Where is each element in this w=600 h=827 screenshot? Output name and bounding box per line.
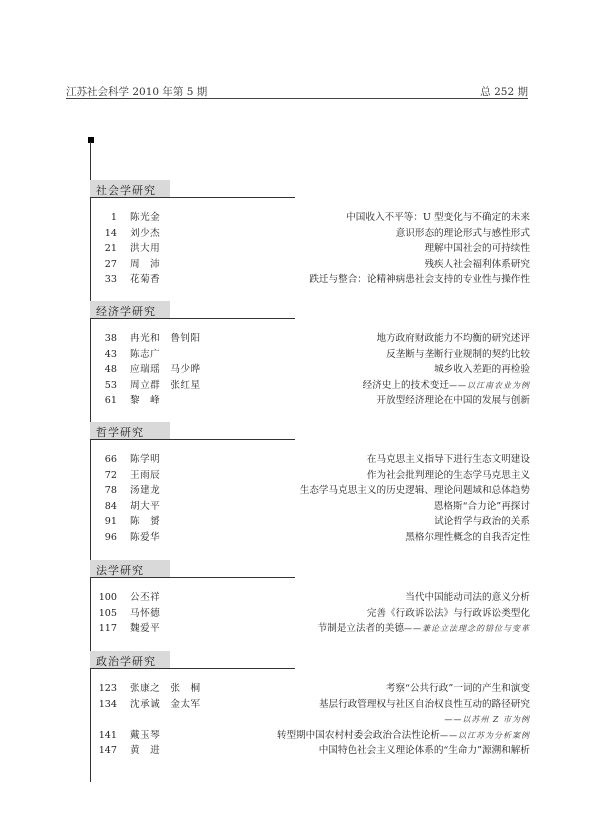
section-header	[90, 301, 530, 319]
article-title	[424, 241, 530, 257]
article-title-text: 试论哲学与政治的关系	[434, 516, 530, 527]
article-title	[405, 530, 530, 546]
article-title	[405, 590, 530, 606]
article-subtitle: ——以江南农业为例	[449, 380, 530, 390]
toc-entry[interactable]	[90, 331, 530, 347]
toc-entry[interactable]	[90, 483, 530, 499]
article-title	[434, 514, 530, 530]
article-authors: 胡大平	[130, 500, 161, 512]
toc-entry[interactable]	[90, 210, 530, 226]
toc-entry[interactable]	[90, 241, 530, 257]
article-title-text: 生态学马克思主义的历史逻辑、理论问题域和总体趋势	[299, 485, 530, 496]
section-header	[90, 422, 530, 440]
article-title	[318, 621, 530, 637]
article-authors: 张康之 张 桐	[130, 683, 201, 694]
article-title-text: 反垄断与垄断行业规制的契约比较	[386, 348, 530, 360]
article-title	[396, 226, 530, 242]
toc-entry[interactable]	[90, 226, 530, 242]
article-title-text: 当代中国能动司法的意义分析	[405, 592, 530, 603]
article-title	[309, 272, 530, 288]
page-number: 96	[104, 531, 117, 543]
section-title: 经济学研究	[96, 305, 156, 318]
article-authors: 沈承诚 金太军	[130, 698, 201, 710]
toc-entry[interactable]	[90, 697, 530, 713]
toc-entry[interactable]	[90, 452, 530, 468]
article-authors: 黎 峰	[130, 395, 161, 406]
article-title-text: 城乡收入差距的再检验	[434, 364, 530, 375]
page-number: 100	[98, 592, 117, 603]
section-rule	[90, 577, 295, 578]
article-title-text: 在马克思主义指导下进行生态文明建设	[366, 454, 530, 465]
page-number: 117	[98, 623, 117, 634]
section-rule	[90, 439, 295, 440]
article-title	[346, 210, 530, 226]
toc-section	[90, 651, 530, 759]
article-title	[434, 362, 530, 378]
toc-entry[interactable]	[90, 514, 530, 530]
toc-entry[interactable]	[90, 728, 530, 744]
toc-section	[90, 301, 530, 409]
entry-list	[90, 452, 530, 545]
toc-entry[interactable]	[90, 257, 530, 273]
article-authors: 陈 赟	[130, 516, 161, 527]
article-title	[367, 452, 530, 468]
page-number: 72	[104, 469, 117, 481]
article-title-text: 地方政府财政能力不均衡的研究述评	[376, 333, 530, 344]
entry-list	[90, 210, 530, 288]
article-title-text: 基层行政管理权与社区自治权良性互动的路径研究	[318, 698, 530, 710]
article-title-text: 完善《行政诉讼法》与行政诉讼类型化	[366, 607, 530, 619]
article-title-text: 转型期中国农村村委会政治合法性论析	[276, 729, 440, 741]
page-number: 53	[104, 379, 117, 391]
article-authors: 应瑞瑶 马少晔	[130, 364, 201, 375]
article-authors: 洪大用	[130, 243, 161, 254]
article-title-text: 中国特色社会主义理论体系的“生命力”源溯和解析	[318, 745, 530, 756]
article-subtitle: ——以苏州 Z 市为例	[444, 715, 530, 724]
page-number: 91	[104, 516, 117, 527]
article-authors: 周 沛	[130, 258, 161, 270]
article-authors: 魏爱平	[130, 623, 161, 634]
article-authors: 陈学明	[130, 454, 161, 465]
entry-list	[90, 331, 530, 409]
entry-list	[90, 681, 530, 759]
page-number: 123	[98, 683, 117, 694]
article-title	[277, 728, 530, 744]
article-authors: 戴玉琴	[130, 729, 161, 741]
page-number: 78	[104, 485, 117, 496]
section-header	[90, 180, 530, 198]
toc-entry[interactable]	[90, 743, 530, 759]
toc-entry[interactable]	[90, 606, 530, 622]
toc-entry[interactable]	[90, 362, 530, 378]
toc-entry[interactable]	[90, 499, 530, 515]
toc-section	[90, 422, 530, 545]
article-authors: 周立群 张红星	[130, 379, 201, 391]
article-title-text: 考察“公共行政”一词的产生和演变	[385, 683, 530, 694]
page-number: 38	[104, 333, 117, 344]
article-title-text: 理解中国社会的可持续性	[424, 243, 530, 254]
page-number: 1	[110, 212, 117, 223]
section-title: 法学研究	[96, 564, 144, 577]
article-title	[424, 257, 530, 273]
article-authors: 刘少杰	[130, 227, 161, 239]
toc-entry[interactable]	[90, 712, 530, 728]
article-authors: 陈光金	[130, 212, 161, 223]
article-title	[377, 393, 531, 409]
article-authors: 马怀德	[130, 607, 161, 619]
page-number: 105	[98, 607, 117, 619]
page-number: 14	[104, 227, 117, 239]
article-title	[434, 499, 530, 515]
article-title-text: 跌迁与整合：论精神病患社会支持的专业性与操作性	[309, 274, 530, 285]
article-title-text: 恩格斯“合力论”再探讨	[433, 500, 530, 512]
toc-entry[interactable]	[90, 347, 530, 363]
article-title	[377, 331, 531, 347]
article-title	[444, 712, 530, 728]
section-title: 政治学研究	[96, 655, 156, 668]
toc-entry[interactable]	[90, 378, 530, 394]
section-title: 社会学研究	[96, 184, 156, 197]
article-title	[300, 483, 530, 499]
article-authors: 汤建龙	[130, 485, 161, 496]
article-subtitle: ——以江苏为分析案例	[440, 730, 530, 740]
toc-entry[interactable]	[90, 468, 530, 484]
toc-entry[interactable]	[90, 393, 530, 409]
article-title-text: 开放型经济理论在中国的发展与创新	[376, 395, 530, 406]
section-rule	[90, 668, 295, 669]
article-title-text: 节制是立法者的美德	[317, 623, 404, 634]
article-title-text: 经济史上的技术变迁	[362, 379, 449, 391]
toc-entry[interactable]	[90, 530, 530, 546]
page-number: 48	[104, 364, 117, 375]
article-authors: 冉光和 鲁钊阳	[130, 333, 201, 344]
article-title-text: 残疾人社会福利体系研究	[424, 258, 530, 270]
toc-entry[interactable]	[90, 590, 530, 606]
toc-entry[interactable]	[90, 621, 530, 637]
entry-list	[90, 590, 530, 637]
page-number: 21	[104, 243, 117, 254]
issue-number: 总 252 期	[480, 86, 528, 98]
header-rule	[66, 98, 528, 99]
article-title-text: 意识形态的理论形式与感性形式	[395, 227, 530, 239]
page-number: 66	[104, 454, 117, 465]
article-title-text: 中国收入不平等：U 型变化与不确定的未来	[346, 212, 530, 223]
article-title	[386, 681, 530, 697]
square-bullet-icon	[88, 137, 94, 143]
article-title	[367, 606, 530, 622]
section-rule	[90, 318, 295, 319]
article-authors: 公丕祥	[130, 592, 161, 603]
page-number: 61	[104, 395, 117, 406]
article-title-text: 作为社会批判理论的生态学马克思主义	[366, 469, 530, 481]
section-header	[90, 560, 530, 578]
article-title	[386, 347, 530, 363]
section-rule	[90, 197, 295, 198]
page-header	[0, 0, 600, 100]
article-title	[319, 743, 530, 759]
page-number: 43	[104, 348, 117, 360]
article-authors: 陈志广	[130, 348, 161, 360]
page-number: 84	[104, 500, 117, 512]
toc-entry[interactable]	[90, 272, 530, 288]
page-number: 134	[98, 698, 117, 710]
page-number: 147	[98, 745, 117, 756]
article-authors: 陈爱华	[130, 531, 161, 543]
section-title: 哲学研究	[96, 426, 144, 439]
page-number: 27	[104, 258, 117, 270]
article-title	[363, 378, 530, 394]
toc-section	[90, 180, 530, 288]
toc-section	[90, 560, 530, 637]
article-authors: 王雨辰	[130, 469, 161, 481]
article-title	[319, 697, 530, 713]
article-authors: 花菊香	[130, 274, 161, 285]
toc-entry[interactable]	[90, 681, 530, 697]
article-title	[367, 468, 530, 484]
page-number: 141	[98, 729, 117, 741]
article-authors: 黄 进	[130, 745, 161, 756]
page-number: 33	[104, 274, 117, 285]
section-header	[90, 651, 530, 669]
article-title-text: 黑格尔理性概念的自我否定性	[405, 531, 530, 543]
article-subtitle: ——兼论立法理念的错位与变革	[404, 624, 530, 633]
journal-title: 江苏社会科学 2010 年第 5 期	[66, 86, 208, 98]
